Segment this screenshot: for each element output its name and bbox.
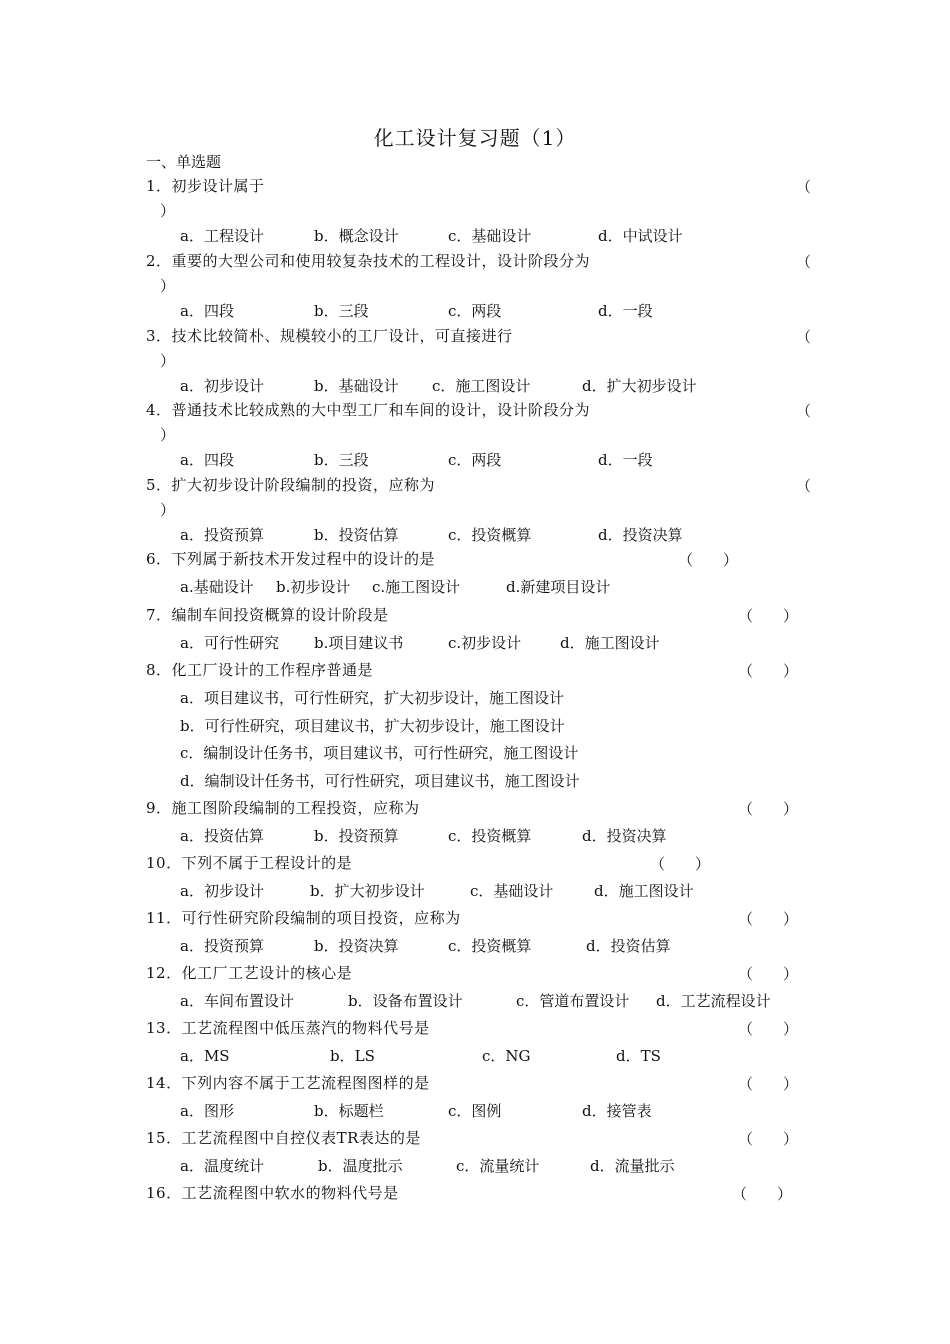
answer-option: a．车间布置设计 <box>180 992 294 1010</box>
answer-option: b．三段 <box>314 451 369 469</box>
answer-paren: （ ） <box>678 551 739 569</box>
answer-option: a．初步设计 <box>180 882 264 900</box>
answer-option: a．工程设计 <box>180 227 264 245</box>
answer-paren-open: （ <box>796 178 812 196</box>
answer-option: b．基础设计 <box>314 377 399 395</box>
answer-option: d．一段 <box>598 302 653 320</box>
answer-paren: （ ） <box>738 1075 799 1093</box>
question-text: 10．下列不属于工程设计的是 <box>146 854 353 872</box>
answer-paren-close: ） <box>160 426 176 444</box>
answer-option: a．图形 <box>180 1102 234 1120</box>
answer-option: d．工艺流程设计 <box>656 992 771 1010</box>
answer-option: d．施工图设计 <box>560 634 660 652</box>
answer-option: d．投资估算 <box>586 937 671 955</box>
answer-option: b．设备布置设计 <box>348 992 463 1010</box>
answer-option: c．NG <box>482 1047 531 1065</box>
question-text: 1．初步设计属于 <box>146 177 265 195</box>
answer-paren-close: ） <box>160 202 176 220</box>
question-text: 7．编制车间投资概算的设计阶段是 <box>146 606 389 624</box>
answer-option: a．MS <box>180 1047 230 1065</box>
answer-option: d．扩大初步设计 <box>582 377 697 395</box>
question-text: 2．重要的大型公司和使用较复杂技术的工程设计，设计阶段分为 <box>146 252 591 270</box>
answer-option: c．施工图设计 <box>432 377 531 395</box>
answer-option: b．投资决算 <box>314 937 399 955</box>
answer-option: b．标题栏 <box>314 1102 384 1120</box>
answer-option: b．LS <box>330 1047 375 1065</box>
question-text: 15．工艺流程图中自控仪表TR表达的是 <box>146 1129 421 1147</box>
answer-paren: （ ） <box>738 1020 799 1038</box>
answer-option: a．四段 <box>180 451 234 469</box>
page-title: 化工设计复习题（1） <box>373 126 577 150</box>
answer-option: b．投资预算 <box>314 827 399 845</box>
answer-paren-close: ） <box>160 352 176 370</box>
question-text: 12．化工厂工艺设计的核心是 <box>146 964 353 982</box>
answer-paren: （ ） <box>650 855 711 873</box>
answer-paren: （ ） <box>738 1130 799 1148</box>
question-text: 11．可行性研究阶段编制的项目投资，应称为 <box>146 909 461 927</box>
answer-option: b．概念设计 <box>314 227 399 245</box>
answer-option: a．投资估算 <box>180 827 264 845</box>
answer-option: b．可行性研究，项目建议书，扩大初步设计，施工图设计 <box>180 716 565 735</box>
answer-option: c．两段 <box>448 302 502 320</box>
answer-paren-close: ） <box>160 277 176 295</box>
answer-option: a．初步设计 <box>180 377 264 395</box>
answer-paren: （ ） <box>732 1185 793 1203</box>
answer-option: a．四段 <box>180 302 234 320</box>
answer-option: a.基础设计 <box>180 578 254 596</box>
question-text: 14．下列内容不属于工艺流程图图样的是 <box>146 1074 430 1092</box>
question-text: 16．工艺流程图中软水的物料代号是 <box>146 1184 399 1202</box>
answer-option: a．可行性研究 <box>180 634 279 652</box>
answer-paren: （ ） <box>738 800 799 818</box>
answer-option: c．流量统计 <box>456 1157 540 1175</box>
answer-option: a．项目建议书，可行性研究，扩大初步设计，施工图设计 <box>180 689 564 707</box>
answer-paren-open: （ <box>796 402 812 420</box>
answer-option: c．图例 <box>448 1102 502 1120</box>
answer-option: a．投资预算 <box>180 526 264 544</box>
answer-option: c.施工图设计 <box>372 578 461 596</box>
answer-option: c．基础设计 <box>470 882 554 900</box>
answer-paren-open: （ <box>796 253 812 271</box>
answer-paren: （ ） <box>738 607 799 625</box>
answer-paren: （ ） <box>738 662 799 680</box>
question-text: 13．工艺流程图中低压蒸汽的物料代号是 <box>146 1019 430 1037</box>
question-text: 4．普通技术比较成熟的大中型工厂和车间的设计，设计阶段分为 <box>146 401 591 419</box>
answer-option: b.初步设计 <box>276 578 351 596</box>
answer-option: c．投资概算 <box>448 937 532 955</box>
answer-option: b.项目建议书 <box>314 634 404 652</box>
answer-option: b．投资估算 <box>314 526 399 544</box>
answer-paren: （ ） <box>738 965 799 983</box>
answer-paren-open: （ <box>796 328 812 346</box>
answer-option: d．流量批示 <box>590 1157 675 1175</box>
answer-option: a．投资预算 <box>180 937 264 955</box>
section-heading: 一、单选题 <box>146 153 222 171</box>
answer-option: c．投资概算 <box>448 827 532 845</box>
answer-option: c．编制设计任务书，项目建议书，可行性研究，施工图设计 <box>180 744 579 763</box>
answer-option: c．管道布置设计 <box>516 992 630 1010</box>
answer-option: d．TS <box>616 1047 661 1065</box>
answer-paren-open: （ <box>796 477 812 495</box>
answer-option: d．中试设计 <box>598 227 683 245</box>
question-text: 5．扩大初步设计阶段编制的投资，应称为 <box>146 476 436 494</box>
answer-option: a．温度统计 <box>180 1157 264 1175</box>
answer-option: d．一段 <box>598 451 653 469</box>
answer-option: d．施工图设计 <box>594 882 694 900</box>
question-text: 6．下列属于新技术开发过程中的设计的是 <box>146 550 436 568</box>
answer-paren: （ ） <box>738 910 799 928</box>
answer-option: d．编制设计任务书，可行性研究，项目建议书，施工图设计 <box>180 771 580 790</box>
answer-option: d.新建项目设计 <box>506 578 611 596</box>
answer-option: d．投资决算 <box>582 827 667 845</box>
answer-paren-close: ） <box>160 501 176 519</box>
answer-option: c．投资概算 <box>448 526 532 544</box>
answer-option: d．投资决算 <box>598 526 683 544</box>
question-text: 8．化工厂设计的工作程序普通是 <box>146 661 374 679</box>
question-text: 9．施工图阶段编制的工程投资，应称为 <box>146 799 420 817</box>
answer-option: c．两段 <box>448 451 502 469</box>
answer-option: b．三段 <box>314 302 369 320</box>
question-text: 3．技术比较简朴、规模较小的工厂设计，可直接进行 <box>146 327 513 345</box>
answer-option: b．温度批示 <box>318 1157 403 1175</box>
answer-option: b．扩大初步设计 <box>310 882 425 900</box>
answer-option: c．基础设计 <box>448 227 532 245</box>
answer-option: d．接管表 <box>582 1102 652 1120</box>
answer-option: c.初步设计 <box>448 634 522 652</box>
